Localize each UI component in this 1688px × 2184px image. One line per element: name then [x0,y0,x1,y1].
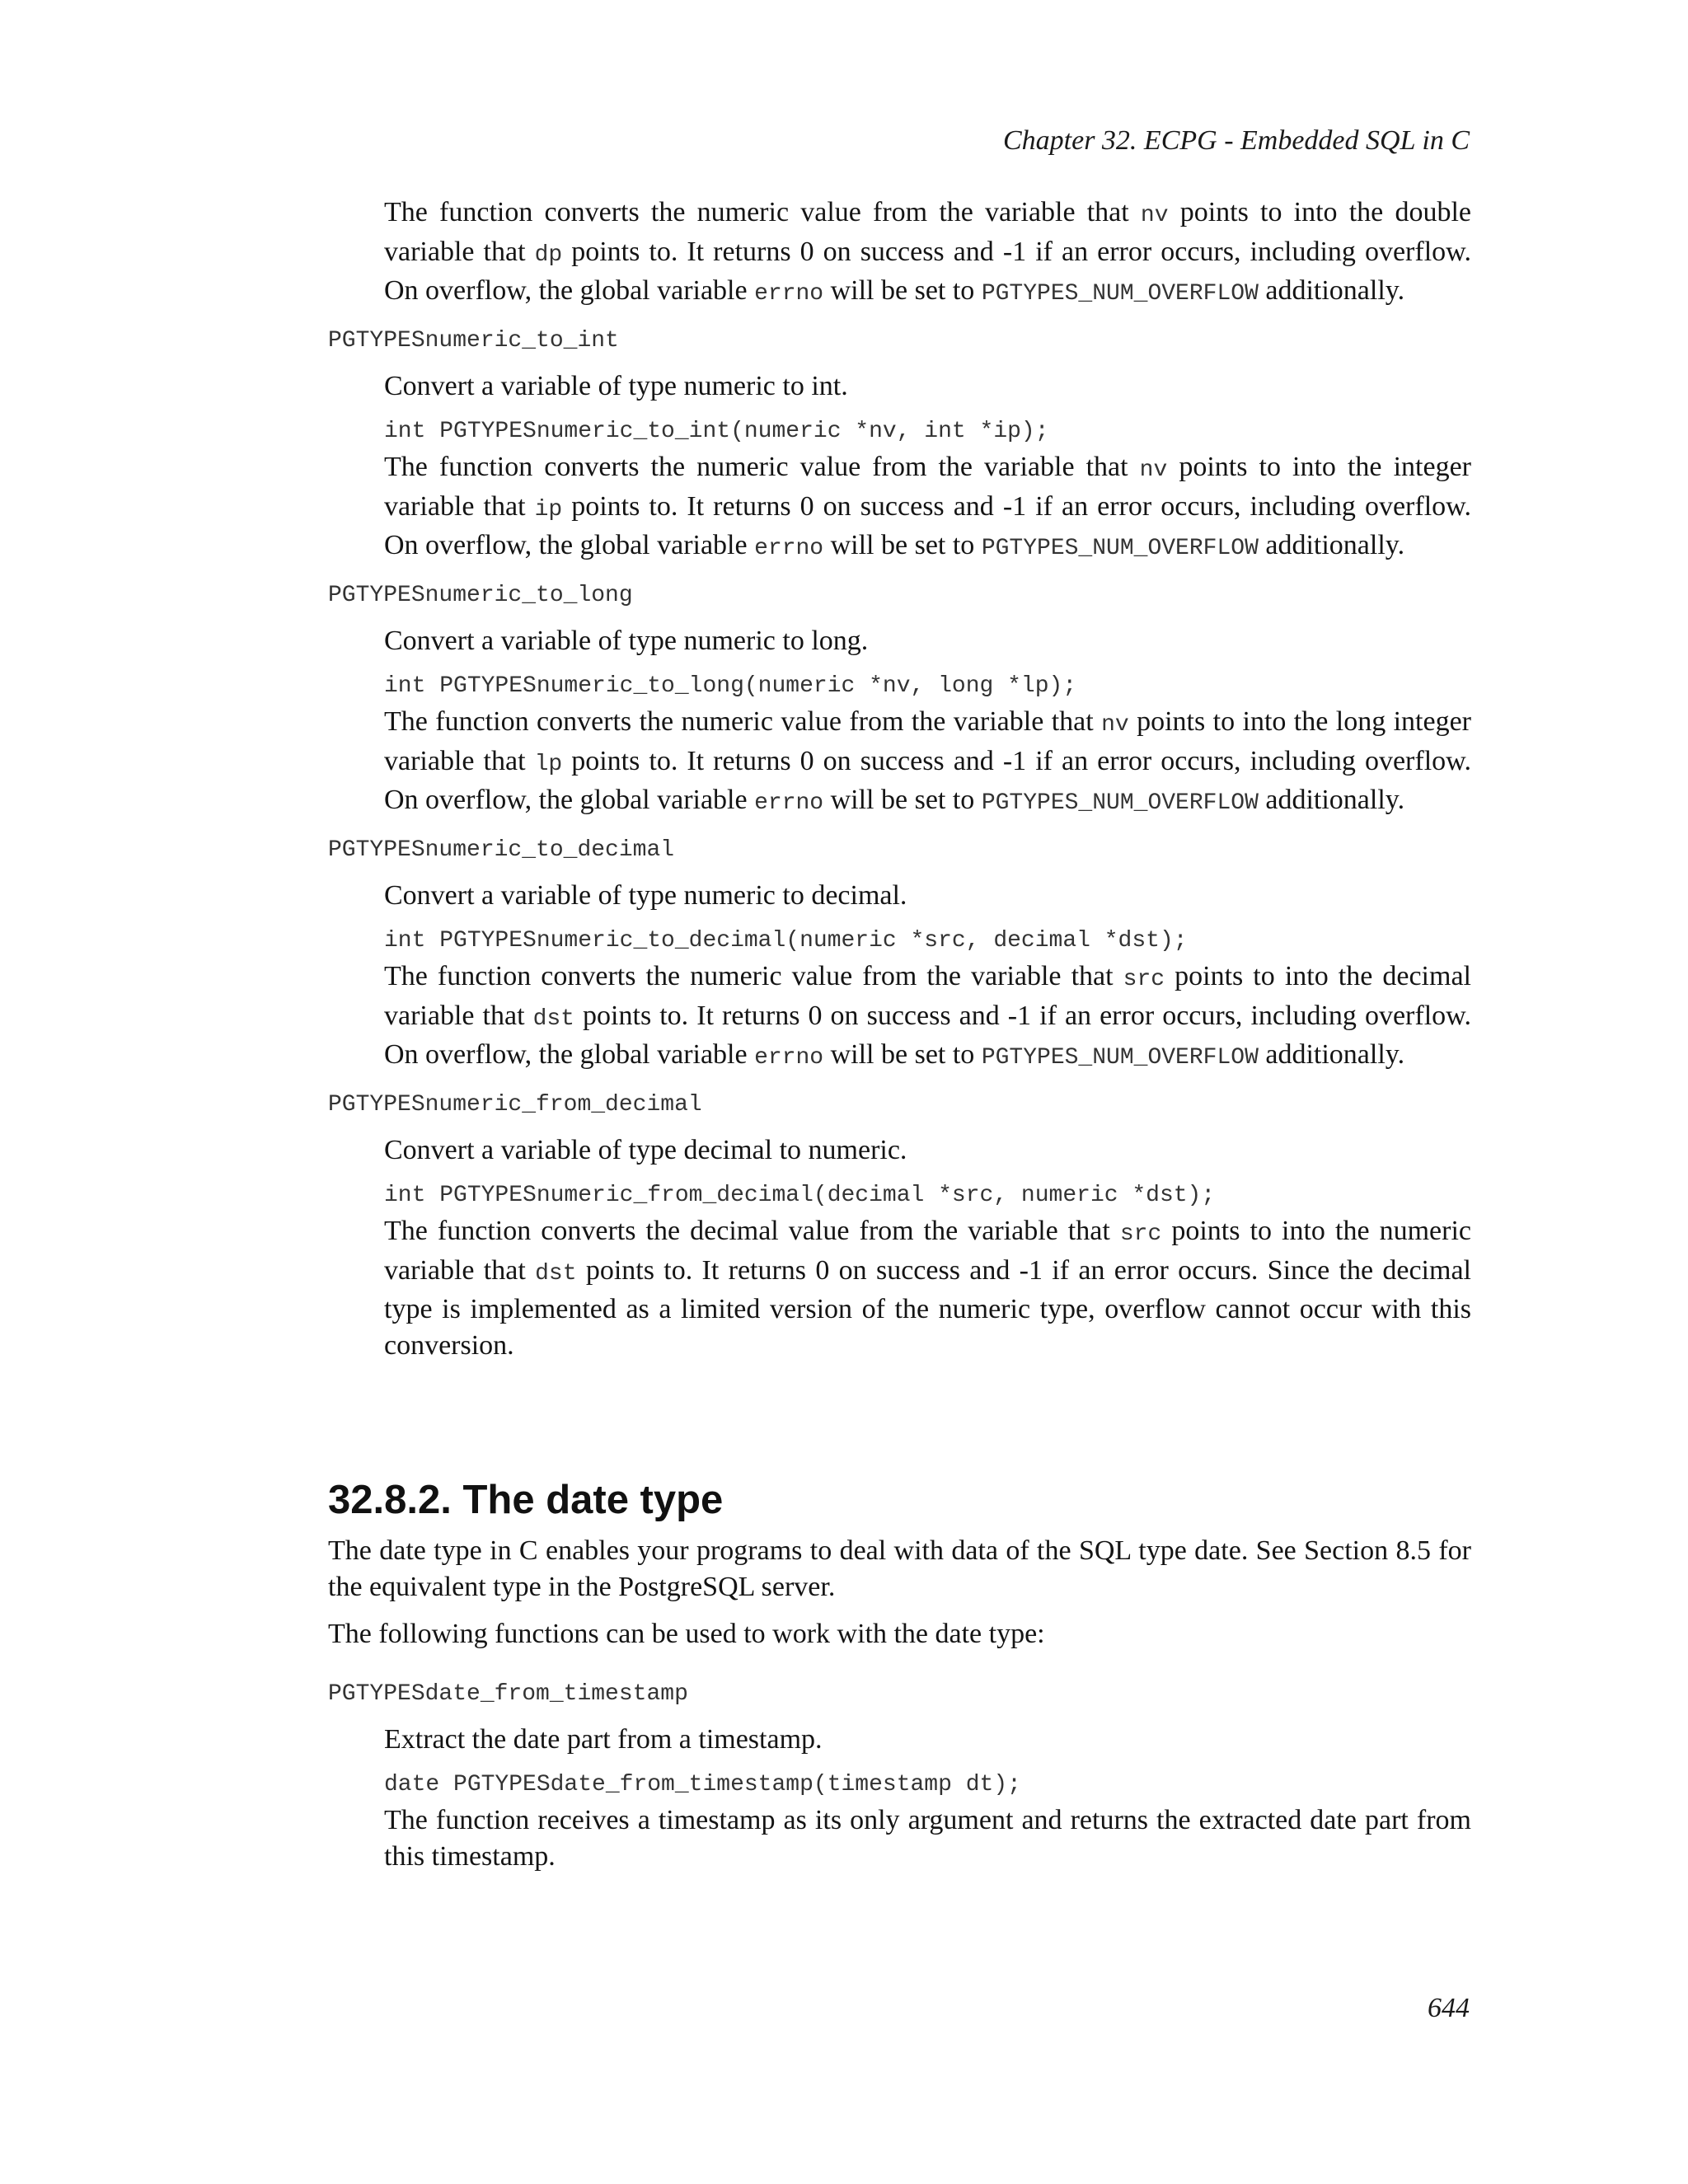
text-run: points to into the numeric variable that [384,1216,1471,1286]
text-run: will be set to [823,785,982,815]
function-signature: int PGTYPESnumeric_from_decimal(decimal *src, numeric *dst); [384,1183,1216,1208]
code-literal: nv [1140,203,1169,228]
function-description [328,449,1471,567]
function-entry-to-decimal [328,832,1471,1076]
text-run: will be set to [823,1039,982,1070]
code-literal: errno [754,790,824,816]
function-term: PGTYPESnumeric_to_long [328,582,633,608]
function-signature: int PGTYPESnumeric_to_long(numeric *nv, long *lp); [384,673,1077,699]
function-entry-from-decimal [328,1087,1471,1364]
code-literal: dp [534,241,563,268]
function-description [328,958,1471,1076]
text-run: points to. It returns 0 on success and -1 if an error occurs, including overflow. On overflow, the global variable [384,236,1471,306]
code-literal: errno [754,1045,824,1071]
function-term: PGTYPESnumeric_from_decimal [328,1091,702,1118]
code-literal: dst [532,1005,574,1032]
text-run: points to. It returns 0 on success and -1 if an error occurs, including overflow. On overflow, the global variable [384,490,1471,560]
section-paragraph: The following functions can be used to work with the date type: [328,1619,1045,1649]
code-literal: PGTYPES_NUM_OVERFLOW [981,281,1259,307]
text-run: additionally. [1258,1039,1405,1070]
text-run: The function converts the decimal value from the variable that [384,1216,1120,1246]
text-run: points to. It returns 0 on success and -1 if an error occurs, including overflow. On overflow, the global variable [384,745,1471,815]
text-run: The function converts the numeric value from the variable that [384,452,1140,482]
code-literal: PGTYPES_NUM_OVERFLOW [981,790,1259,816]
code-literal: src [1119,1221,1162,1247]
function-summary: Convert a variable of type numeric to long. [384,625,869,656]
intro-paragraph [328,194,1471,312]
code-literal: PGTYPES_NUM_OVERFLOW [981,536,1259,561]
code-literal: PGTYPES_NUM_OVERFLOW [981,1045,1259,1071]
text-run: additionally. [1258,785,1405,815]
text-run: points to. It returns 0 on success and -1 if an error occurs. Since the decimal type is implemented as a limited version of the numeric type, overflow cannot occur with this conversion. [384,1254,1471,1361]
code-literal: errno [754,536,824,561]
function-description [328,704,1471,822]
text-run: The function converts the numeric value from the variable that [384,961,1123,991]
function-entry-date-from-timestamp [328,1676,1471,1875]
page-number: 644 [1428,1993,1470,2023]
function-term: PGTYPESnumeric_to_decimal [328,837,675,863]
code-literal: ip [534,496,563,523]
code-literal: nv [1139,457,1168,483]
text-run: points to into the integer variable that [384,452,1471,522]
text-run: The function converts the numeric value from the variable that [384,706,1102,737]
function-description [328,1213,1471,1363]
running-header: Chapter 32. ECPG - Embedded SQL in C [1002,125,1470,156]
text-run: points to into the long integer variable that [384,706,1471,776]
function-entry-to-int [328,323,1471,567]
code-literal: dst [535,1260,577,1286]
text-run: additionally. [1258,275,1405,306]
section-heading: 32.8.2. The date type [328,1478,724,1522]
text-run: additionally. [1258,530,1405,560]
function-summary: Extract the date part from a timestamp. [384,1723,823,1755]
code-literal: nv [1101,712,1129,738]
function-term: PGTYPESdate_from_timestamp [328,1680,688,1707]
function-signature: date PGTYPESdate_from_timestamp(timestamp dt); [384,1772,1021,1797]
function-entry-to-long [328,578,1471,822]
section-paragraph: The date type in C enables your programs to deal with data of the SQL type date. See Section 8.5 for the equivalent type in the PostgreSQL server. [328,1535,1471,1602]
code-literal: src [1123,967,1165,992]
function-summary: Convert a variable of type decimal to numeric. [384,1134,907,1165]
code-literal: errno [754,281,824,307]
function-description: The function receives a timestamp as its only argument and returns the extracted date part from this timestamp. [384,1805,1471,1872]
text-run: will be set to [823,275,982,306]
text-run: points to into the double variable that [384,197,1471,267]
text-run: points to into the decimal variable that [384,961,1471,1031]
text-run: The function converts the numeric value from the variable that [384,197,1141,227]
text-run: points to. It returns 0 on success and -1 if an error occurs, including overflow. On overflow, the global variable [384,1000,1471,1070]
text-run: will be set to [823,530,982,560]
page-content [328,194,1471,1874]
function-signature: int PGTYPESnumeric_to_int(numeric *nv, int *ip); [384,419,1049,444]
code-literal: lp [534,751,563,777]
function-signature: int PGTYPESnumeric_to_decimal(numeric *src, decimal *dst); [384,928,1188,954]
function-term: PGTYPESnumeric_to_int [328,327,619,354]
function-summary: Convert a variable of type numeric to decimal. [384,879,907,911]
function-summary: Convert a variable of type numeric to int. [384,370,848,401]
